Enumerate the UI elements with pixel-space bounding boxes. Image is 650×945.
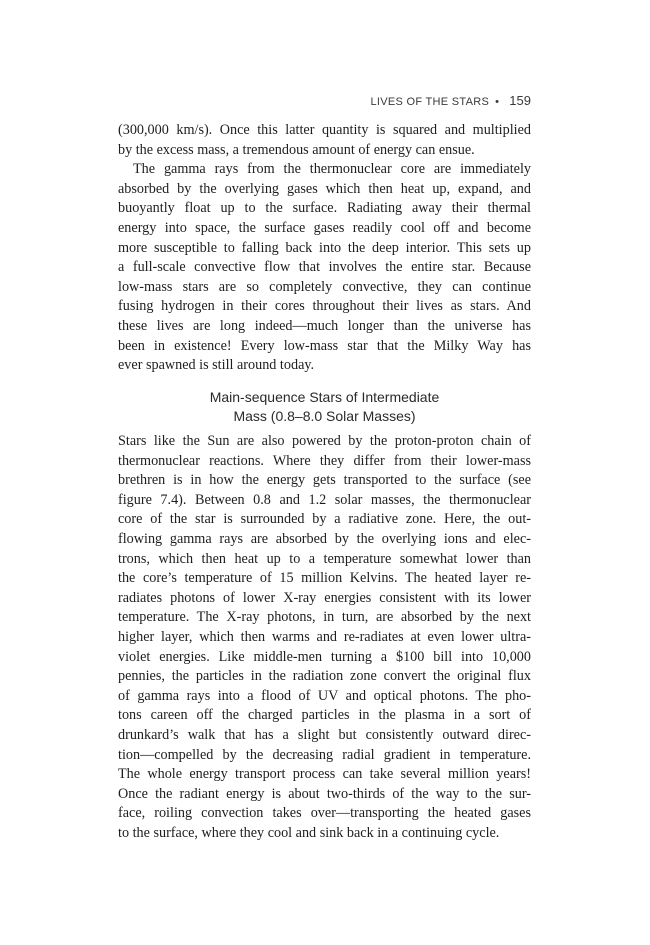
text-line: by the excess mass, a tremendous amount of energy can ensue. [118,141,475,158]
text-line: (300,000 km/s). Once this latter quantity is squared and multiplied [118,122,531,138]
text-line: radiates photons of lower X-ray energies consistent with its lower [118,589,531,606]
text-line: Stars like the Sun are also powered by the proton-proton chain of [118,433,531,449]
section-heading-line-2: Mass (0.8–8.0 Solar Masses) [233,408,416,424]
text-line: brethren is in how the energy gets transported to the surface (see [118,472,531,489]
running-title: LIVES OF THE STARS [370,96,490,108]
text-line: more susceptible to falling back into the deep interior. This sets up [118,239,531,256]
header-bullet: • [495,96,500,108]
paragraph [118,160,531,376]
text-line: tons careen off the charged particles in the plasma in a sort of [118,707,531,724]
paragraph [118,432,531,843]
page-number: 159 [509,93,531,108]
running-header [118,93,531,108]
text-line: figure 7.4). Between 0.8 and 1.2 solar masses, the thermonuclear [118,491,531,508]
text-line: The whole energy transport process can take several million years! [118,766,531,783]
body-text-bottom [118,432,531,843]
text-line: ever spawned is still around today. [118,357,315,374]
text-line: fusing hydrogen in their cores throughout their lives as stars. And [118,298,531,315]
text-line: absorbed by the overlying gases which then heat up, expand, and [118,180,531,197]
text-line: flowing gamma rays are absorbed by the overlying ions and elec- [118,530,531,547]
text-line: Once the radiant energy is about two-thirds of the way to the sur- [118,785,531,802]
text-line: of gamma rays into a flood of UV and optical photons. The pho- [118,687,531,704]
text-line: face, roiling convection takes over—transporting the heated gases [118,805,531,822]
text-line: violet energies. Like middle-men turning a $100 bill into 10,000 [118,648,531,665]
paragraph [118,121,531,160]
section-heading [118,388,531,426]
text-line: been in existence! Every low-mass star that the Milky Way has [118,337,531,354]
text-line: higher layer, which then warms and re-radiates at even lower ultra- [118,628,531,645]
text-line: low-mass stars are so completely convective, they can continue [118,278,531,295]
text-line: to the surface, where they cool and sink back in a continuing cycle. [118,824,500,841]
text-line: temperature. The X-ray photons, in turn, are absorbed by the next [118,609,531,626]
text-line: thermonuclear reactions. Where they differ from their lower-mass [118,452,531,469]
section-heading-line-1: Main-sequence Stars of Intermediate [209,389,440,405]
text-line: a full-scale convective flow that involves the entire star. Because [118,259,531,276]
text-line: pennies, the particles in the radiation zone convert the original flux [118,668,531,685]
text-line: energy into space, the surface gases readily cool off and become [118,219,531,236]
text-line: core of the star is surrounded by a radiative zone. Here, the out- [118,511,531,528]
text-line: these lives are long indeed—much longer than the universe has [118,317,531,334]
text-line: tion—compelled by the decreasing radial gradient in temperature. [118,746,531,763]
text-line: buoyantly float up to the surface. Radiating away their thermal [118,200,531,217]
body-text-top [118,121,531,376]
text-line: trons, which then heat up to a temperature somewhat lower than [118,550,531,567]
text-line: drunkard’s walk that has a slight but consistently outward direc- [118,726,531,743]
text-line: the core’s temperature of 15 million Kelvins. The heated layer re- [118,570,531,587]
text-line: The gamma rays from the thermonuclear core are immediately [133,161,531,178]
